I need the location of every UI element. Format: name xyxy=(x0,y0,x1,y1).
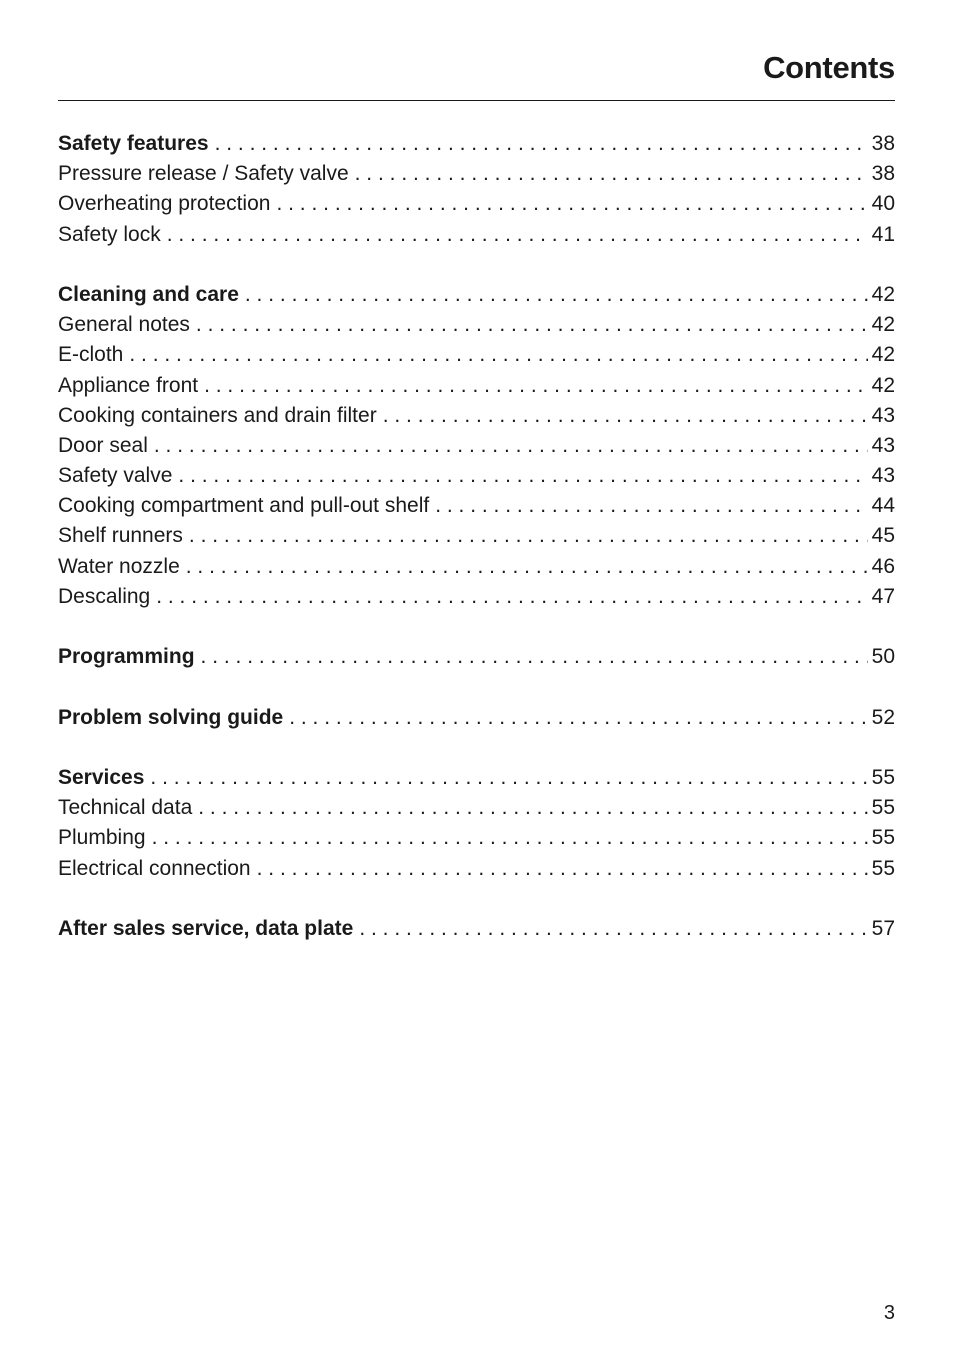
toc-dot-leader xyxy=(156,582,867,612)
toc-entry-page: 43 xyxy=(871,464,895,488)
toc-entry-page: 47 xyxy=(871,584,895,608)
toc-entry-label: Door seal xyxy=(58,433,148,457)
toc-entry-page: 55 xyxy=(871,796,895,820)
toc-entry-label: Cooking compartment and pull-out shelf xyxy=(58,494,430,518)
toc-entry-page: 38 xyxy=(871,162,895,186)
toc-dot-leader xyxy=(186,552,868,582)
title-divider xyxy=(58,100,895,101)
toc-section xyxy=(58,763,895,884)
toc-entry[interactable] xyxy=(58,793,895,823)
toc-dot-leader xyxy=(201,642,868,672)
toc-entry-label: General notes xyxy=(58,313,190,337)
toc-entry-label: Overheating protection xyxy=(58,192,271,216)
toc-entry[interactable] xyxy=(58,220,895,250)
toc-entry-label: E-cloth xyxy=(58,343,124,367)
toc-entry[interactable] xyxy=(58,401,895,431)
toc-entry-page: 42 xyxy=(871,373,895,397)
toc-entry-label: Cleaning and care xyxy=(58,282,239,306)
toc-entry-page: 38 xyxy=(871,132,895,155)
toc-entry-page: 57 xyxy=(871,916,895,940)
toc-dot-leader xyxy=(215,129,868,159)
toc-dot-leader xyxy=(129,340,867,370)
toc-entry-label: Electrical connection xyxy=(58,856,251,880)
toc-section xyxy=(58,703,895,733)
toc-entry[interactable] xyxy=(58,491,895,521)
toc-dot-leader xyxy=(154,431,868,461)
toc-entry-page: 46 xyxy=(871,554,895,578)
page-title: Contents xyxy=(763,50,895,85)
toc-heading-entry[interactable] xyxy=(58,280,895,310)
toc-entry-page: 50 xyxy=(871,645,895,669)
toc-entry[interactable] xyxy=(58,431,895,461)
toc-entry-label: Safety valve xyxy=(58,464,173,488)
toc-section xyxy=(58,129,895,250)
toc-dot-leader xyxy=(150,763,867,793)
toc-entry-page: 42 xyxy=(871,343,895,367)
toc-entry[interactable] xyxy=(58,310,895,340)
toc-heading-entry[interactable] xyxy=(58,129,895,159)
toc-entry[interactable] xyxy=(58,521,895,551)
toc-entry-page: 55 xyxy=(871,826,895,850)
toc-dot-leader xyxy=(189,521,868,551)
toc-entry[interactable] xyxy=(58,340,895,370)
toc-entry-page: 42 xyxy=(871,282,895,306)
toc-heading-entry[interactable] xyxy=(58,763,895,793)
toc-entry-page: 43 xyxy=(871,433,895,457)
toc-entry-page: 41 xyxy=(871,222,895,246)
toc-dot-leader xyxy=(359,914,867,944)
toc-dot-leader xyxy=(196,310,868,340)
toc-entry-label: After sales service, data plate xyxy=(58,916,354,940)
toc-entry-page: 55 xyxy=(871,765,895,789)
toc-entry[interactable] xyxy=(58,823,895,853)
toc-entry[interactable] xyxy=(58,552,895,582)
toc-entry-label: Technical data xyxy=(58,796,193,820)
toc-entry-page: 52 xyxy=(871,705,895,729)
page-number: 3 xyxy=(883,1302,895,1324)
toc-dot-leader xyxy=(355,159,868,189)
toc-dot-leader xyxy=(435,491,867,521)
toc-entry-page: 43 xyxy=(871,403,895,427)
toc-entry-label: Programming xyxy=(58,645,195,669)
toc-entry-page: 42 xyxy=(871,313,895,337)
toc-entry-label: Appliance front xyxy=(58,373,199,397)
toc-section xyxy=(58,642,895,672)
toc-entry-label: Cooking containers and drain filter xyxy=(58,403,377,427)
toc-entry-label: Services xyxy=(58,765,145,789)
toc-section xyxy=(58,914,895,944)
toc-entry[interactable] xyxy=(58,582,895,612)
toc-entry-page: 55 xyxy=(871,856,895,880)
toc-dot-leader xyxy=(289,703,867,733)
toc-entry[interactable] xyxy=(58,159,895,189)
toc-section xyxy=(58,280,895,612)
toc-heading-entry[interactable] xyxy=(58,642,895,672)
toc-entry-label: Safety features xyxy=(58,132,209,155)
toc-entry[interactable] xyxy=(58,371,895,401)
toc-entry[interactable] xyxy=(58,461,895,491)
toc-entry-page: 45 xyxy=(871,524,895,548)
toc-entry-page: 44 xyxy=(871,494,895,518)
toc-entry-label: Shelf runners xyxy=(58,524,183,548)
toc-entry[interactable] xyxy=(58,854,895,884)
toc-dot-leader xyxy=(383,401,868,431)
toc-dot-leader xyxy=(198,793,867,823)
table-of-contents xyxy=(58,129,895,974)
toc-dot-leader xyxy=(152,823,868,853)
toc-dot-leader xyxy=(276,189,867,219)
toc-entry[interactable] xyxy=(58,189,895,219)
toc-heading-entry[interactable] xyxy=(58,914,895,944)
toc-entry-page: 40 xyxy=(871,192,895,216)
toc-dot-leader xyxy=(178,461,867,491)
toc-heading-entry[interactable] xyxy=(58,703,895,733)
toc-entry-label: Pressure release / Safety valve xyxy=(58,162,349,186)
toc-entry-label: Safety lock xyxy=(58,222,161,246)
toc-dot-leader xyxy=(204,371,868,401)
toc-entry-label: Plumbing xyxy=(58,826,146,850)
toc-entry-label: Descaling xyxy=(58,584,151,608)
toc-dot-leader xyxy=(257,854,868,884)
toc-entry-label: Problem solving guide xyxy=(58,705,284,729)
toc-dot-leader xyxy=(245,280,868,310)
toc-entry-label: Water nozzle xyxy=(58,554,180,578)
toc-dot-leader xyxy=(167,220,868,250)
